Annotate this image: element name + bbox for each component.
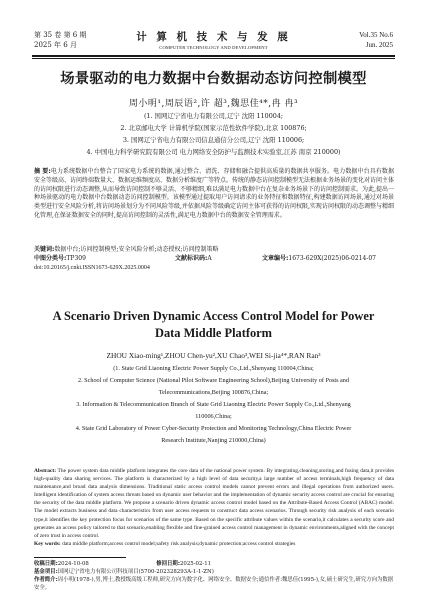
revised-date: 2025-02-11 — [179, 561, 212, 567]
received-date: 2024-10-08 — [57, 561, 89, 567]
abstract-text-en: The power system data middle platform integrates the core data of the national power system. By integrating,cleaning,storing,and fusing data,it provides high-quality data sharing services. The platform is characterized by a high level of data security,a large number of access terminals,high frequency of data maintenance,and broad data analysis dimensions. Traditional static access control models cannot prevent errors and illegal operations from authorized users. Intelligent identification of system access threats based on dynamic user behavior and the implementation of dynamic security access control are crucial for ensuring the security of the data middle platform. We propose a scenario driven dynamic access control model based on the Attribute-Based Access Control (ABAC) model. The model extracts business and data characteristics from user access requests to construct data access scenarios. Through security risk analysis of each scenario type,it identifies the key protection focus for scenarios of the same type. Based on the specific attribute values within the scenario,it calculates a security score and generates an access policy tailored to that scenario,enabling flexible and fine-grained access control management in dynamic environments,aligned with the concept of zero trust in access control. — [34, 468, 394, 539]
document-code — [175, 255, 212, 264]
document-code-value: A — [207, 255, 212, 262]
header-rule-thick — [32, 55, 395, 57]
affiliation-en-1: (1. State Grid Liaoning Electric Power Supply Co.,Ltd.,Shenyang 110004,China; — [113, 365, 314, 372]
received-label: 收稿日期: — [34, 561, 58, 567]
clc-label: 中图分类号: — [34, 255, 67, 262]
volume-issue-en: Vol.35 No.6 — [359, 31, 393, 39]
paper-title-en — [0, 308, 427, 342]
affiliation-cn-4: 4. 中国电力科学研究院有限公司 电力网络安全防护与监测技术实验室,江苏 南京 210000) — [86, 148, 341, 156]
journal-name-cn: 计 算 机 技 术 与 发 展 — [136, 31, 291, 43]
bio-text: 周小明(1978-),男,博士,教授级高级工程师,研究方向为数字化、网络安全、数据安全;通信作者:魏思佳(1995-),女,硕士研究生,研究方向为数据安全。 — [34, 577, 394, 591]
clc-number — [34, 255, 86, 264]
header-volume-en — [359, 31, 393, 50]
journal-name-en: COMPUTER TECHNOLOGY AND DEVELOPMENT — [159, 45, 268, 50]
doi-label: doi: — [34, 265, 44, 271]
document-code-label: 文献标识码: — [175, 255, 208, 262]
keywords-text-cn: 数据中台;访问控制模型;安全风险分析;动态授权;访问控制策略 — [54, 246, 219, 253]
abstract-text-cn: 电力系统数据中台整合了国家电力系统的数据,通过整合、清洗、存储和融合提供高质量的数据共享服务。电力数据中台具有数据安全等级高、访问终端数量大、数据运维频度高、数据分析维度广等特点。传统的静态访问控制模型无法根据业务场景的变化对访问主体的访问权限进行动态调整,从而导致访问控制不够灵活、不够精细,难以满足电力数据中台在复杂业务场景下的访问控制需求。为此,提出一种场景驱动的电力数据中台数据动态访问控制模型。该模型通过提取用户访问请求的业务特征和数据特征,构建数据访问场景,通过对场景类型进行安全风险分析,将访问场景划分为不同风险等级,并依据风险等级确定访问主体可获得的访问权限,实现访问权限的动态调整与精细化管理,在保证数据安全的同时,提高访问控制的灵活性,满足电力数据中台的数据安全管理需求。 — [34, 168, 395, 219]
footnote-fund — [34, 569, 394, 577]
doi — [34, 264, 150, 273]
abstract-label-cn: 摘 要: — [34, 168, 51, 175]
abstract-en — [34, 467, 394, 548]
clc-value: TP309 — [66, 255, 86, 262]
affiliation-cn-3: 3. 国网辽宁省电力有限公司信息通信分公司,辽宁 沈阳 110006; — [122, 136, 305, 144]
date-cn: 2025 年 6 月 — [34, 40, 77, 49]
paper-title-en-line2: Data Middle Platform — [155, 326, 272, 340]
abstract-cn — [34, 168, 394, 221]
revised-label: 修回日期: — [156, 561, 180, 567]
date-en: Jun. 2025 — [365, 40, 393, 49]
bio-label: 作者简介: — [34, 577, 58, 583]
keywords-text-en: data middle platform;access control model;safety risk analysis;dynamic protection;access control strategies — [62, 540, 296, 547]
fund-text: 国网辽宁省电力有限公司科技项目(5700-202328293A-1-1-ZN) — [57, 569, 214, 575]
keywords-label-cn: 关键词: — [34, 246, 55, 253]
abstract-label-en: Abstract: — [34, 468, 57, 474]
affiliation-en-6: 4. State Grid Laboratory of Power Cyber-Security Protection and Monitoring Technology,China Electric Power — [75, 425, 352, 432]
volume-issue-cn: 第 35 卷 第 6 期 — [34, 31, 87, 39]
footnote-author-bio — [34, 577, 394, 592]
authors-cn: 周小明¹,周辰语²,许 超³,魏思佳⁴*,冉 冉³ — [128, 99, 299, 109]
affiliation-en-7: Research Institute,Nanjing 210000,China) — [161, 437, 266, 444]
affiliation-cn-1: (1. 国网辽宁省电力有限公司,辽宁 沈阳 110004; — [143, 112, 284, 120]
authors-en: ZHOU Xiao-ming¹,ZHOU Chen-yu²,XU Chao³,WEI Si-jia⁴*,RAN Ran³ — [106, 351, 321, 360]
keywords-cn — [34, 246, 394, 255]
header-rule-thin — [32, 58, 395, 59]
paper-title-cn: 场景驱动的电力数据中台数据动态访问控制模型 — [60, 71, 367, 87]
affiliation-en-4: 3. Information & Telecommunication Branch of State Grid Liaoning Electric Power Supply Co.,Ltd.,Shenyang — [76, 401, 351, 408]
paper-title-en-line1: A Scenario Driven Dynamic Access Control Model for Power — [52, 309, 375, 323]
footnote-rule — [34, 557, 126, 558]
affiliation-en-2: 2. School of Computer Science (National Pilot Software Engineering School),Beijing University of Posts and — [77, 377, 349, 384]
affiliation-en-3: Telecommunications,Beijing 100876,China; — [158, 389, 269, 396]
doi-value: 10.20165/j.cnki.ISSN1673-629X.2025.0004 — [43, 265, 150, 271]
article-number-label: 文章编号: — [262, 255, 289, 262]
article-number-value: 1673-629X(2025)06-0214-07 — [288, 255, 376, 262]
fund-label: 基金项目: — [34, 569, 58, 575]
affiliation-cn-2: 2. 北京邮电大学 计算机学院(国家示范性软件学院),北京 100876; — [120, 124, 307, 132]
keywords-label-en: Key words: — [34, 540, 61, 547]
footnote-dates — [34, 561, 394, 569]
keywords-en — [34, 540, 394, 548]
article-number — [262, 255, 376, 264]
affiliation-en-5: 110006,China; — [195, 413, 232, 420]
